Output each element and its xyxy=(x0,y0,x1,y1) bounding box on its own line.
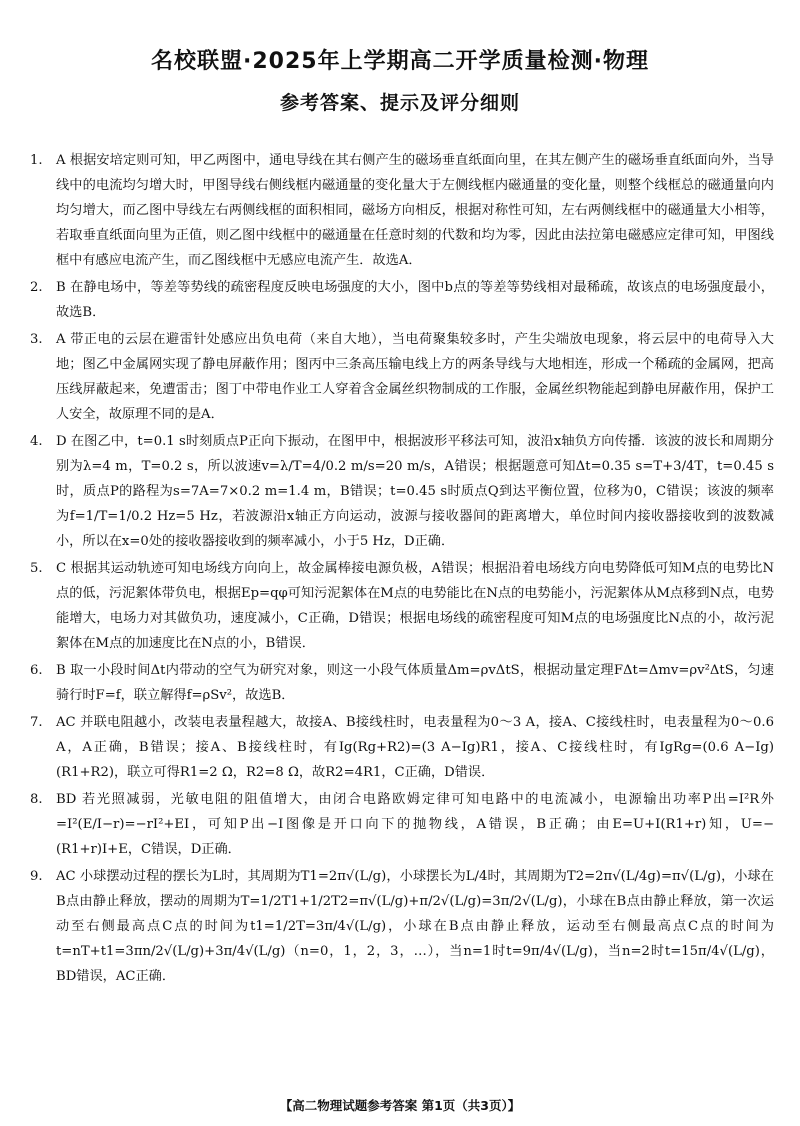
answer-text: BD 若光照减弱，光敏电阻的阻值增大，由闭合电路欧姆定律可知电路中的电流减小，电源输出功率P出=I²R外=I²(E/I−r)=−rI²+EI，可知P出−I图像是开口向下的抛物线，A错误，B正确；由E=U+I(R1+r)知，U=−(R1+r)I+E，C错误，D正确． xyxy=(56,792,774,857)
answer-text: B 取一小段时间Δt内带动的空气为研究对象，则这一小段气体质量Δm=ρvΔtS，根据动量定理FΔt=Δmv=ρv²ΔtS，匀速骑行时F=f，联立解得f=ρSv²，故选B． xyxy=(56,663,774,703)
answer-number: 6. xyxy=(30,663,43,678)
answer-number: 5. xyxy=(30,561,43,576)
answer-item-3 xyxy=(30,327,774,427)
answer-number: 4. xyxy=(30,434,43,449)
answer-item-6 xyxy=(30,658,774,708)
answer-number: 3. xyxy=(30,332,43,347)
answer-item-2 xyxy=(30,275,774,325)
answer-text: B 在静电场中，等差等势线的疏密程度反映电场强度的大小，图中b点的等差等势线相对最稀疏，故该点的电场强度最小，故选B． xyxy=(56,280,774,320)
answer-number: 8. xyxy=(30,792,43,807)
answer-number: 2. xyxy=(30,280,43,295)
answer-item-5 xyxy=(30,556,774,656)
answer-text: A 根据安培定则可知，甲乙两图中，通电导线在其右侧产生的磁场垂直纸面向里，在其左侧产生的磁场垂直纸面向外，当导线中的电流均匀增大时，甲图导线右侧线框内磁通量的变化量大于左侧线框内磁通量的变化量，则整个线框总的磁通量向内均匀增大，而乙图中导线左右两侧线框的面积相同，磁场方向相反，根据对称性可知，左右两侧线框中的磁通量大小相等，若取垂直纸面向里为正值，则乙图中线框中的磁通量在任意时刻的代数和均为零，因此由法拉第电磁感应定律可知，甲图线框中有感应电流产生，而乙图线框中无感应电流产生．故选A． xyxy=(56,153,774,268)
answer-item-8 xyxy=(30,787,774,862)
answer-item-7 xyxy=(30,710,774,785)
answer-text: C 根据其运动轨迹可知电场线方向向上，故金属棒接电源负极，A错误；根据沿着电场线方向电势降低可知M点的电势比N点的低，污泥絮体带负电，根据Ep=qφ可知污泥絮体在M点的电势能比在N点的电势能小，污泥絮体从M点移到N点，电势能增大，电场力对其做负功，速度减小，C正确，D错误；根据电场线的疏密程度可知M点的电场强度比N点的小，故污泥絮体在M点的加速度比在N点的小，B错误． xyxy=(56,561,774,651)
answer-text: D 在图乙中，t=0.1 s时刻质点P正向下振动，在图甲中，根据波形平移法可知，波沿x轴负方向传播．该波的波长和周期分别为λ=4 m，T=0.2 s，所以波速v=λ/T=4/0.2 m/s=20 m/s，A错误；根据题意可知Δt=0.35 s=T+3/4T，t=0.45 s时，质点P的路程为s=7A=7×0.2 m=1.4 m，B错误；t=0.45 s时质点Q到达平衡位置，位移为0，C错误；该波的频率为f=1/T=1/0.2 Hz=5 Hz，若波源沿x轴正方向运动，波源与接收器间的距离增大，单位时间内接收器接收到的波数减小，所以在x=0处的接收器接收到的频率减小，小于5 Hz，D正确． xyxy=(56,434,774,549)
page-footer: 【高二物理试题参考答案 第1页（共3页）】 xyxy=(279,1098,521,1113)
answer-number: 1. xyxy=(30,153,43,168)
answer-text: AC 小球摆动过程的摆长为L时，其周期为T1=2π√(L/g)，小球摆长为L/4时，其周期为T2=2π√(L/4g)=π√(L/g)，小球在B点由静止释放，摆动的周期为T=1/2T1+1/2T2=π√(L/g)+π/2√(L/g)=3π/2√(L/g)，小球在B点由静止释放，第一次运动至右侧最高点C点的时间为t1=1/2T=3π/4√(L/g)，小球在B点由静止释放，运动至右侧最高点C点的时间为t=nT+t1=3πn/2√(L/g)+3π/4√(L/g)（n=0，1，2，3，…），当n=1时t=9π/4√(L/g)，当n=2时t=15π/4√(L/g)，BD错误，AC正确． xyxy=(56,869,774,984)
answer-number: 7. xyxy=(30,715,43,730)
answer-text: A 带正电的云层在避雷针处感应出负电荷（来自大地），当电荷聚集较多时，产生尖端放电现象，将云层中的电荷导入大地；图乙中金属网实现了静电屏蔽作用；图丙中三条高压输电线上方的两条导线与大地相连，形成一个稀疏的金属网，把高压线屏蔽起来，免遭雷击；图丁中带电作业工人穿着含金属丝织物制成的工作服，金属丝织物能起到静电屏蔽作用，保护工人安全，故原理不同的是A． xyxy=(56,332,774,422)
answer-item-1 xyxy=(30,148,774,273)
answer-list xyxy=(30,148,774,991)
answer-number: 9. xyxy=(30,869,43,884)
page-subtitle: 参考答案、提示及评分细则 xyxy=(279,92,520,114)
answer-item-4 xyxy=(30,429,774,554)
answer-item-9 xyxy=(30,864,774,989)
answer-text: AC 并联电阻越小，改装电表量程越大，故接A、B接线柱时，电表量程为0～3 A，接A、C接线柱时，电表量程为0～0.6 A，A正确，B错误；接A、B接线柱时，有Ig(Rg+R2)=(3 A−Ig)R1，接A、C接线柱时，有IgRg=(0.6 A−Ig)(R1+R2)，联立可得R1=2 Ω，R2=8 Ω，故R2=4R1，C正确，D错误． xyxy=(56,715,774,780)
page-title: 名校联盟·2025年上学期高二开学质量检测·物理 xyxy=(151,49,649,74)
